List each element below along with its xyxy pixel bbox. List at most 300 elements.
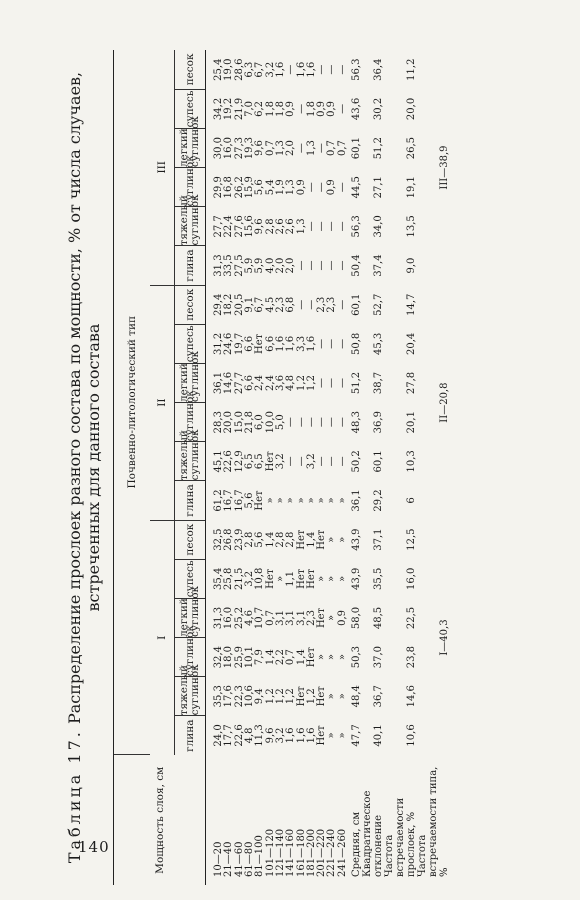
- table-cell: 1,3: [285, 179, 297, 196]
- table-cell: Нет: [254, 333, 266, 354]
- row-label: 141—160: [285, 828, 297, 877]
- table-cell: 27,8: [405, 371, 417, 395]
- table-cell: 1,8: [264, 100, 276, 117]
- table-cell: 1,6: [295, 727, 307, 744]
- table-cell: —: [295, 103, 307, 114]
- table-cell: 22,4: [223, 215, 235, 238]
- table-cell: 3,6: [274, 375, 286, 391]
- table-cell: 9,4: [254, 688, 266, 705]
- table-cell: 56,3: [350, 58, 362, 81]
- table-cell: 14,6: [223, 371, 235, 395]
- table-cell: 13,5: [405, 215, 417, 238]
- table-cell: Нет: [316, 607, 328, 629]
- row-label: 161—180: [295, 828, 307, 877]
- table-cell: »: [264, 497, 276, 504]
- table-cell: 16,0: [223, 606, 235, 630]
- table-cell: 18,0: [223, 645, 235, 669]
- header-type-2: II: [150, 285, 175, 520]
- table-row: [348, 50, 362, 885]
- table-cell: 37,0: [372, 645, 384, 669]
- table-cell: 6,7: [254, 61, 266, 78]
- table-cell: 33,5: [223, 254, 235, 277]
- table-cell: 43,9: [350, 528, 362, 551]
- column-header: глина: [175, 716, 206, 755]
- table-row: [338, 50, 348, 885]
- column-header: супесь: [175, 324, 206, 363]
- table-cell: —: [295, 299, 307, 310]
- table-row: [276, 50, 286, 885]
- table-cell: 15,9: [244, 176, 256, 199]
- table-cell: 1,9: [274, 179, 286, 196]
- column-header: песок: [175, 520, 206, 559]
- table-cell: 10,1: [244, 645, 256, 669]
- table-cell: Нет: [295, 568, 307, 589]
- column-header: песок: [175, 285, 206, 324]
- table-cell: 6,5: [254, 453, 266, 470]
- table-cell: »: [305, 497, 317, 504]
- row-label: 101—120: [264, 828, 276, 877]
- table-cell: 10,7: [254, 606, 266, 630]
- table-cell: 47,7: [350, 724, 362, 747]
- table-cell: 50,4: [350, 254, 362, 277]
- table-cell: »: [336, 497, 348, 504]
- table-cell: »: [274, 575, 286, 582]
- row-label: 10—20: [213, 841, 225, 877]
- table-cell: 3,2: [264, 61, 276, 78]
- table-row: [255, 50, 265, 885]
- table-cell: 16,7: [223, 489, 235, 512]
- table-cell: 5,9: [254, 257, 266, 274]
- table-cell: 31,3: [213, 254, 225, 277]
- table-cell: 27,6: [233, 215, 245, 238]
- rotated-table-block: [55, 50, 525, 885]
- table-cell: 24,0: [213, 724, 225, 747]
- table-cell: 21,9: [233, 97, 245, 121]
- table-cell: 32,5: [213, 528, 225, 551]
- table-cell: —: [326, 378, 338, 389]
- table-cell: 26,5: [405, 136, 417, 160]
- table-cell: 6,2: [254, 100, 266, 117]
- table-cell: »: [285, 497, 297, 504]
- table-cell: 56,3: [350, 215, 362, 238]
- table-cell: —: [326, 64, 338, 75]
- table-cell: Нет: [264, 451, 276, 472]
- table-cell: 1,8: [305, 100, 317, 117]
- table-cell: —: [316, 338, 328, 349]
- table-cell: Нет: [316, 686, 328, 707]
- table-cell: 34,0: [372, 215, 384, 238]
- table-cell: 3,2: [274, 727, 286, 744]
- table-cell: 6,0: [254, 414, 266, 431]
- table-cell: Нет: [305, 568, 317, 589]
- table-cell: 3,1: [274, 610, 286, 626]
- table-cell: 6,8: [285, 296, 297, 313]
- table-cell: 1,3: [274, 140, 286, 157]
- table-cell: 2,2: [274, 649, 286, 666]
- table-cell: —: [336, 338, 348, 349]
- table-cell: 16,8: [223, 176, 235, 199]
- table-cell: 36,7: [372, 685, 384, 708]
- table-cell: 16,7: [233, 489, 245, 512]
- table-cell: 48,3: [350, 411, 362, 434]
- table-cell: 0,7: [264, 610, 276, 626]
- table-cell: 18,2: [223, 293, 235, 316]
- table-cell: 23,9: [233, 528, 245, 551]
- table-cell: 1,4: [305, 531, 317, 548]
- table-cell: 1,6: [285, 727, 297, 744]
- table-cell: —: [285, 456, 297, 467]
- data-table: [113, 50, 450, 885]
- table-cell: 1,6: [305, 727, 317, 744]
- table-cell: 2,4: [254, 375, 266, 391]
- row-label: 201—220: [316, 828, 328, 877]
- table-cell: 6,5: [244, 453, 256, 470]
- table-cell: 43,9: [350, 567, 362, 590]
- table-cell: 6,6: [264, 335, 276, 352]
- table-cell: »: [336, 693, 348, 700]
- table-cell: 1,2: [264, 688, 276, 705]
- table-cell: 1,6: [305, 61, 317, 78]
- table-cell: 2,8: [285, 531, 297, 548]
- table-cell: 0,9: [336, 610, 348, 626]
- table-cell: »: [316, 497, 328, 504]
- column-header: песок: [175, 50, 206, 89]
- table-cell: 35,4: [213, 567, 225, 590]
- type-frequency-value: II—20,8: [438, 382, 450, 423]
- table-cell: 4,0: [264, 257, 276, 274]
- header-type-1: I: [150, 520, 175, 755]
- table-cell: 24,6: [223, 332, 235, 355]
- table-cell: 16,0: [223, 136, 235, 160]
- table-cell: —: [305, 299, 317, 310]
- table-cell: 50,8: [350, 332, 362, 355]
- table-cell: »: [274, 497, 286, 504]
- table-cell: 1,4: [264, 649, 276, 666]
- table-cell: 2,8: [264, 218, 276, 235]
- table-cell: 25,2: [233, 606, 245, 630]
- row-label: 241—260: [336, 828, 348, 877]
- table-cell: 29,9: [213, 176, 225, 199]
- table-cell: 0,7: [336, 140, 348, 157]
- table-cell: 6: [405, 497, 417, 504]
- table-cell: —: [316, 260, 328, 271]
- table-cell: 27,5: [233, 254, 245, 277]
- table-cell: —: [326, 338, 338, 349]
- column-header: тяжелый суглинок: [175, 207, 206, 246]
- table-cell: 48,4: [350, 685, 362, 708]
- table-cell: 20,0: [405, 97, 417, 121]
- table-cell: 9,0: [405, 257, 417, 274]
- table-cell: 3,2: [244, 570, 256, 587]
- row-label: Частота встречаемости прослоек, %: [383, 797, 417, 877]
- table-cell: 2,8: [274, 531, 286, 548]
- table-cell: 5,6: [244, 492, 256, 509]
- table-cell: 0,9: [295, 179, 307, 196]
- table-row: [286, 50, 296, 885]
- table-cell: 1,4: [295, 649, 307, 666]
- table-cell: —: [326, 260, 338, 271]
- table-cell: »: [336, 536, 348, 543]
- table-cell: 0,7: [285, 649, 297, 666]
- table-cell: 50,2: [350, 450, 362, 473]
- table-cell: 37,4: [372, 254, 384, 277]
- table-cell: 51,2: [372, 136, 384, 160]
- table-cell: 2,8: [244, 531, 256, 548]
- table-cell: 10,6: [405, 724, 417, 747]
- table-row: [384, 50, 417, 885]
- table-cell: 37,1: [372, 528, 384, 551]
- table-cell: —: [305, 182, 317, 193]
- table-cell: 35,5: [372, 567, 384, 590]
- caption-text: Распределение прослоек разного состава по мощности, % от числа случаев, встреченных для данного состава: [65, 71, 103, 725]
- table-cell: 21,5: [233, 567, 245, 590]
- table-cell: 36,1: [350, 489, 362, 512]
- table-cell: —: [305, 260, 317, 271]
- table-cell: 35,3: [213, 685, 225, 708]
- table-cell: 50,3: [350, 645, 362, 669]
- table-cell: 1,6: [285, 335, 297, 352]
- table-cell: 31,2: [213, 332, 225, 355]
- table-cell: 12,5: [405, 528, 417, 551]
- table-cell: 11,2: [405, 58, 417, 81]
- table-cell: 3,2: [305, 453, 317, 470]
- table-cell: 52,7: [372, 293, 384, 316]
- table-cell: 36,4: [372, 58, 384, 81]
- table-cell: 3,3: [295, 335, 307, 352]
- table-cell: —: [336, 221, 348, 232]
- table-cell: 45,1: [213, 450, 225, 473]
- table-cell: »: [326, 497, 338, 504]
- table-cell: 27,1: [372, 176, 384, 199]
- table-cell: 1,2: [295, 375, 307, 391]
- table-cell: 2,3: [274, 296, 286, 313]
- table-cell: 36,1: [213, 371, 225, 395]
- table-cell: 6,7: [254, 296, 266, 313]
- table-cell: —: [336, 299, 348, 310]
- table-cell: 19,0: [223, 58, 235, 81]
- table-cell: 40,1: [372, 724, 384, 747]
- table-cell: 19,1: [405, 176, 417, 199]
- table-cell: 44,5: [350, 176, 362, 199]
- table-cell: 15,6: [244, 215, 256, 238]
- table-cell: 7,9: [254, 649, 266, 666]
- table-cell: »: [295, 497, 307, 504]
- table-cell: 34,2: [213, 97, 225, 121]
- table-cell: 30,0: [213, 136, 225, 160]
- type-frequency-row: [417, 50, 450, 885]
- column-header: тяжелый суглинок: [175, 677, 206, 716]
- table-cell: 58,0: [350, 606, 362, 630]
- table-cell: 20,4: [405, 332, 417, 355]
- table-cell: 10,3: [405, 450, 417, 473]
- table-cell: »: [336, 732, 348, 739]
- table-cell: »: [326, 693, 338, 700]
- table-cell: 0,7: [264, 140, 276, 157]
- column-header: глина: [175, 481, 206, 520]
- table-row: [317, 50, 327, 885]
- table-cell: —: [336, 417, 348, 428]
- table-cell: 20,1: [405, 411, 417, 434]
- column-header: легкий суглинок: [175, 129, 206, 168]
- table-cell: 9,6: [254, 140, 266, 157]
- table-cell: 10,8: [254, 567, 266, 590]
- table-cell: Нет: [295, 686, 307, 707]
- table-cell: 2,0: [274, 257, 286, 274]
- table-cell: 5,6: [254, 531, 266, 548]
- table-cell: 5,9: [244, 257, 256, 274]
- row-label: Средняя, см: [350, 811, 362, 877]
- table-cell: —: [316, 456, 328, 467]
- table-cell: »: [326, 614, 338, 622]
- column-header: супесь: [175, 89, 206, 128]
- table-row: [362, 50, 384, 885]
- table-cell: —: [316, 417, 328, 428]
- table-cell: —: [336, 64, 348, 75]
- table-cell: 22,6: [233, 724, 245, 747]
- table-cell: —: [326, 417, 338, 428]
- table-cell: 6,3: [244, 61, 256, 78]
- table-cell: 2,3: [326, 296, 338, 313]
- row-label: 81—100: [254, 835, 266, 877]
- table-cell: 0,9: [316, 100, 328, 117]
- table-cell: 38,7: [372, 371, 384, 395]
- table-cell: 6,6: [244, 375, 256, 391]
- caption-label: Таблица 17.: [65, 729, 84, 864]
- table-caption: [65, 60, 103, 875]
- table-cell: 29,2: [372, 489, 384, 512]
- table-cell: 25,4: [213, 58, 225, 81]
- table-cell: —: [295, 456, 307, 467]
- table-cell: 27,7: [233, 371, 245, 395]
- table-cell: 28,3: [213, 411, 225, 434]
- table-cell: 22,5: [405, 606, 417, 630]
- table-cell: 19,3: [244, 136, 256, 160]
- table-cell: 12,9: [233, 450, 245, 473]
- table-cell: Нет: [305, 647, 317, 668]
- table-cell: 9,1: [244, 296, 256, 313]
- table-cell: 2,6: [285, 218, 297, 235]
- table-cell: —: [316, 221, 328, 232]
- table-cell: —: [336, 378, 348, 389]
- row-label: 61—80: [244, 841, 256, 877]
- table-cell: 22,3: [233, 685, 245, 708]
- table-cell: »: [336, 575, 348, 582]
- table-cell: 51,2: [350, 371, 362, 395]
- table-cell: —: [336, 260, 348, 271]
- table-cell: 28,6: [233, 58, 245, 81]
- type-frequency-value: III—38,9: [438, 145, 450, 190]
- table-cell: 29,4: [213, 293, 225, 316]
- table-cell: »: [326, 654, 338, 661]
- table-cell: »: [326, 536, 338, 543]
- table-cell: 26,2: [233, 176, 245, 199]
- type-frequency-value: I—40,3: [438, 619, 450, 656]
- header-stub: Мощность слоя, см: [114, 755, 206, 885]
- table-cell: Нет: [264, 568, 276, 589]
- table-cell: 43,6: [350, 97, 362, 121]
- table-cell: 60,1: [350, 136, 362, 160]
- table-cell: 32,4: [213, 645, 225, 669]
- row-label: Частота встречаемости типа, %: [416, 766, 450, 877]
- table-cell: 1,6: [274, 61, 286, 78]
- table-cell: —: [295, 417, 307, 428]
- table-cell: 4,5: [264, 296, 276, 313]
- row-label: Квадратическое отклонение: [361, 790, 384, 877]
- table-cell: 10,6: [244, 685, 256, 708]
- table-cell: 0,7: [326, 140, 338, 157]
- table-cell: 19,7: [233, 332, 245, 355]
- table-cell: 31,3: [213, 606, 225, 630]
- table-cell: 1,6: [305, 335, 317, 352]
- table-cell: Нет: [316, 725, 328, 746]
- table-cell: —: [326, 221, 338, 232]
- column-header: глина: [175, 246, 206, 285]
- table-cell: 9,6: [264, 727, 276, 744]
- table-cell: 45,3: [372, 332, 384, 355]
- table-cell: —: [316, 64, 328, 75]
- table-cell: —: [285, 64, 297, 75]
- table-cell: 30,2: [372, 97, 384, 121]
- table-cell: 25,8: [223, 567, 235, 590]
- table-cell: 61,2: [213, 489, 225, 512]
- table-cell: »: [336, 654, 348, 661]
- table-cell: —: [305, 417, 317, 428]
- table-cell: 20,5: [233, 293, 245, 316]
- table-cell: 22,6: [223, 450, 235, 473]
- table-cell: Нет: [254, 490, 266, 511]
- table-cell: 0,9: [326, 100, 338, 117]
- table-cell: 60,1: [350, 293, 362, 316]
- table-cell: 5,6: [254, 179, 266, 196]
- table-cell: 3,2: [274, 453, 286, 470]
- table-cell: 2,3: [305, 610, 317, 626]
- table-cell: 23,8: [405, 645, 417, 669]
- table-cell: »: [326, 732, 338, 739]
- table-cell: 27,3: [233, 136, 245, 160]
- column-header: супесь: [175, 559, 206, 598]
- table-cell: 36,9: [372, 411, 384, 434]
- table-cell: »: [316, 575, 328, 582]
- table-cell: 1,2: [274, 688, 286, 705]
- table-cell: »: [316, 654, 328, 661]
- table-cell: 3,1: [295, 610, 307, 626]
- table-cell: Нет: [316, 529, 328, 550]
- table-cell: 27,7: [213, 215, 225, 238]
- table-row: [327, 50, 337, 885]
- header-type-3: III: [150, 50, 175, 285]
- table-cell: 3,1: [285, 610, 297, 626]
- column-header: суглинок: [175, 168, 206, 207]
- row-label: 21—40: [223, 841, 235, 877]
- table-cell: 19,2: [223, 97, 235, 121]
- table-cell: 26,8: [223, 528, 235, 551]
- table-cell: 0,9: [326, 179, 338, 196]
- table-cell: 1,2: [305, 375, 317, 391]
- table-cell: 1,2: [285, 688, 297, 705]
- column-header: легкий суглинок: [175, 598, 206, 637]
- table-cell: —: [336, 182, 348, 193]
- table-cell: 1,1: [285, 570, 297, 587]
- table-cell: —: [326, 456, 338, 467]
- table-cell: 17,7: [223, 724, 235, 747]
- table-cell: 2,0: [285, 257, 297, 274]
- table-cell: 1,8: [274, 100, 286, 117]
- table-cell: 48,5: [372, 606, 384, 630]
- table-row: [307, 50, 317, 885]
- column-header: суглинок: [175, 403, 206, 442]
- header-group: Почвенно-литологический тип: [114, 50, 151, 755]
- table-body: [206, 50, 450, 885]
